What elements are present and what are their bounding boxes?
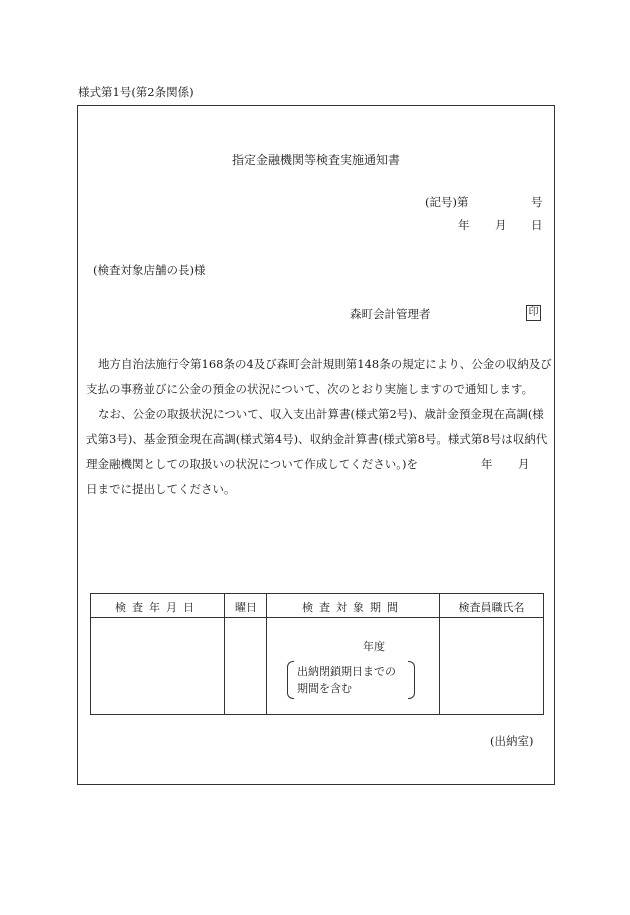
deadline-year-label: 年 [481,457,493,471]
header-inspection-period: 検査対象期間 [302,601,404,614]
form-reference: 様式第1号(第2条関係) [78,85,194,99]
body-line-6: 日までに提出してください。 [86,482,236,496]
notice-frame [77,105,555,785]
body-line-4: 式第3号)、基金預金現在高調(様式第4号)、収納金計算書(様式第8号。様式第8号は収納代 [86,432,548,446]
table-header-rule [91,617,543,618]
fiscal-year-label: 年度 [363,640,385,653]
addressee: (検査対象店舗の長)様 [93,263,206,277]
deadline-month-label: 月 [518,457,530,471]
reference-number-label: (記号)第 [425,195,469,209]
date-day-label: 日 [531,218,543,232]
period-note-line-1: 出納閉鎖期日までの [297,665,396,678]
inspection-table [90,593,544,715]
left-paren [287,661,294,699]
office-label: (出納室) [490,734,534,748]
header-day-of-week: 曜日 [235,601,257,614]
right-paren [408,661,415,699]
header-inspector-name: 検査員職氏名 [458,601,525,614]
date-month-label: 月 [495,218,507,232]
body-line-3: なお、公金の取扱状況について、収入支出計算書(様式第2号)、歳計金預金現在高調(様 [98,407,544,421]
seal-mark: 印 [526,305,541,321]
body-line-5: 理金融機関としての取扱いの状況について作成してください。)を [86,457,419,471]
date-year-label: 年 [458,218,470,232]
reference-number-suffix: 号 [531,195,543,209]
period-note-line-2: 期間を含む [297,682,352,695]
issuer: 森町会計管理者 [350,307,431,321]
body-line-1: 地方自治法施行令第168条の4及び森町会計規則第148条の規定により、公金の収納及び [98,357,552,371]
period-note [287,661,415,699]
document-title: 指定金融機関等検査実施通知書 [231,153,400,167]
header-inspection-date: 検査年月日 [115,601,200,614]
body-line-2: 支払の事務並びに公金の預金の状況について、次のとおり実施しますので通知します。 [86,382,534,396]
